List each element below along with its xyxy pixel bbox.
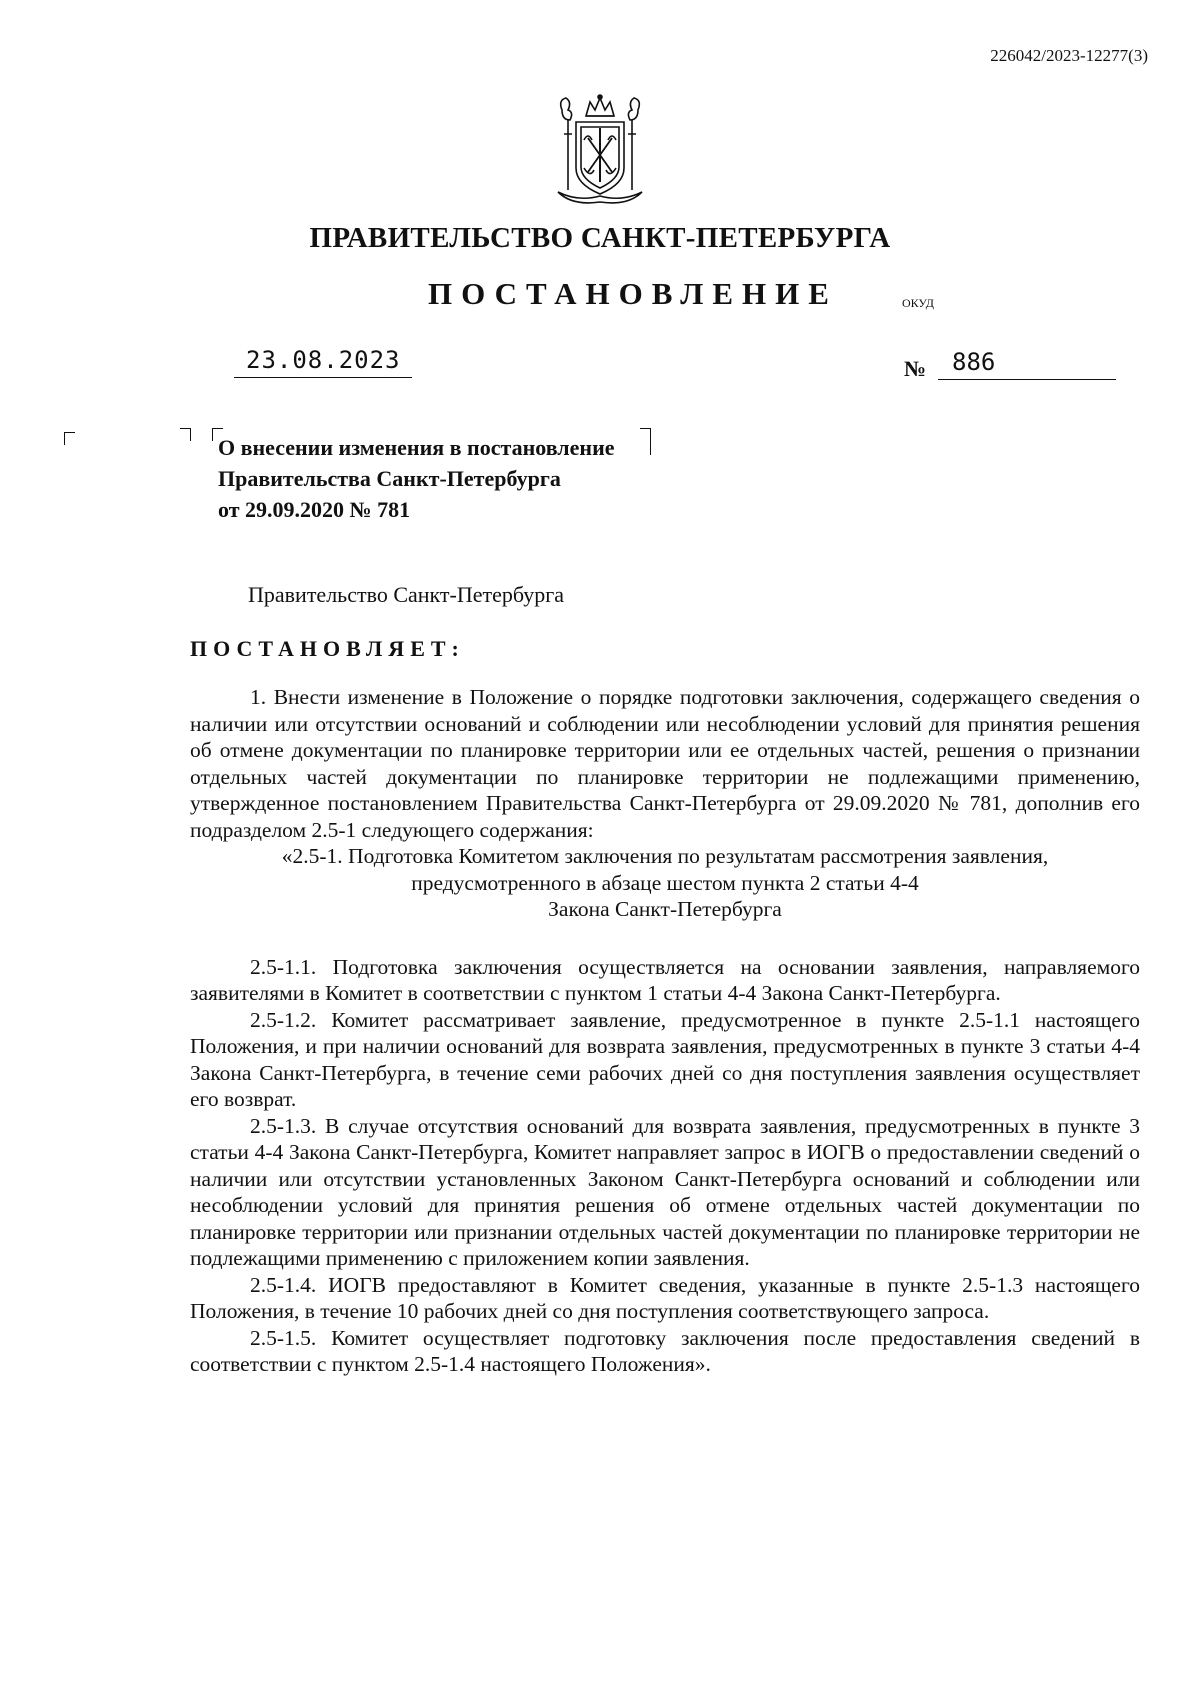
subject-line: от 29.09.2020 № 781 xyxy=(218,497,411,522)
subsection-heading-line: «2.5-1. Подготовка Комитетом заключения по результатам рассмотрения заявления, xyxy=(281,844,1049,868)
coat-of-arms-icon xyxy=(548,94,652,206)
document-subject xyxy=(218,432,615,525)
subject-line: О внесении изменения в постановление xyxy=(218,435,615,460)
paragraph: 2.5-1.3. В случае отсутствия оснований для возврата заявления, предусмотренных в пункте 3 статьи 4-4 Закона Санкт-Петербурга, Комитет направляет запрос в ИОГВ о предоставлении сведений о наличии или отсутствии установленных Законом Санкт-Петербурга оснований и соблюдении или несоблюдении условий для принятия решения об отмене отдельных частей документации по планировке территории или признании отдельных частей документации по планировке территории не подлежащими применению с приложением копии заявления. xyxy=(190,1113,1140,1270)
number-label: № xyxy=(904,356,927,381)
corner-mark xyxy=(180,428,191,441)
paragraph: 2.5-1.5. Комитет осуществляет подготовку заключения после предоставления сведений в соответствии с пунктом 2.5-1.4 настоящего Положения». xyxy=(190,1325,1140,1376)
paragraph: 2.5-1.1. Подготовка заключения осуществляется на основании заявления, направляемого заявителями в Комитет в соответствии с пунктом 1 статьи 4-4 Закона Санкт-Петербурга. xyxy=(190,954,1140,1005)
document-date: 23.08.2023 xyxy=(234,346,412,378)
government-title: ПРАВИТЕЛЬСТВО САНКТ-ПЕТЕРБУРГА xyxy=(309,222,891,254)
subsection-heading-line: предусмотренного в абзаце шестом пункта 2 статьи 4-4 xyxy=(411,870,919,895)
resolves-heading: ПОСТАНОВЛЯЕТ: xyxy=(190,636,465,661)
paragraph: 1. Внести изменение в Положение о порядке подготовки заключения, содержащего сведения о наличии или отсутствии оснований и соблюдении или несоблюдении условий для принятия решения об отмене документации по планировке территории или ее отдельных частей, решения о признании отдельных частей документации по планировке территории не подлежащими применению, утвержденное постановлением Правительства Санкт-Петербурга от 29.09.2020 № 781, дополнив его подразделом 2.5-1 следующего содержания: xyxy=(190,685,1140,842)
corner-mark xyxy=(64,432,75,445)
paragraph: 2.5-1.2. Комитет рассматривает заявление, предусмотренное в пункте 2.5-1.1 настоящего Положения, и при наличии оснований для возврата заявления, предусмотренных в пункте 3 статьи 4-4 Закона Санкт-Петербурга, в течение семи рабочих дней со дня поступления заявления осуществляет его возврат. xyxy=(190,1007,1140,1111)
intro-text: Правительство Санкт-Петербурга xyxy=(248,582,565,607)
registration-number: 226042/2023-12277(3) xyxy=(990,46,1148,65)
paragraph: 2.5-1.4. ИОГВ предоставляют в Комитет сведения, указанные в пункте 2.5-1.3 настоящего Положения, в течение 10 рабочих дней со дня поступления соответствующего запроса. xyxy=(190,1272,1140,1323)
corner-mark xyxy=(640,428,651,455)
document-number: 886 xyxy=(938,348,1116,380)
subject-line: Правительства Санкт-Петербурга xyxy=(218,466,561,491)
subsection-heading-line: Закона Санкт-Петербурга xyxy=(548,897,782,921)
document-type: ПОСТАНОВЛЕНИЕ xyxy=(428,276,838,311)
document-body xyxy=(190,684,1140,1378)
okud-label: ОКУД xyxy=(902,296,934,310)
